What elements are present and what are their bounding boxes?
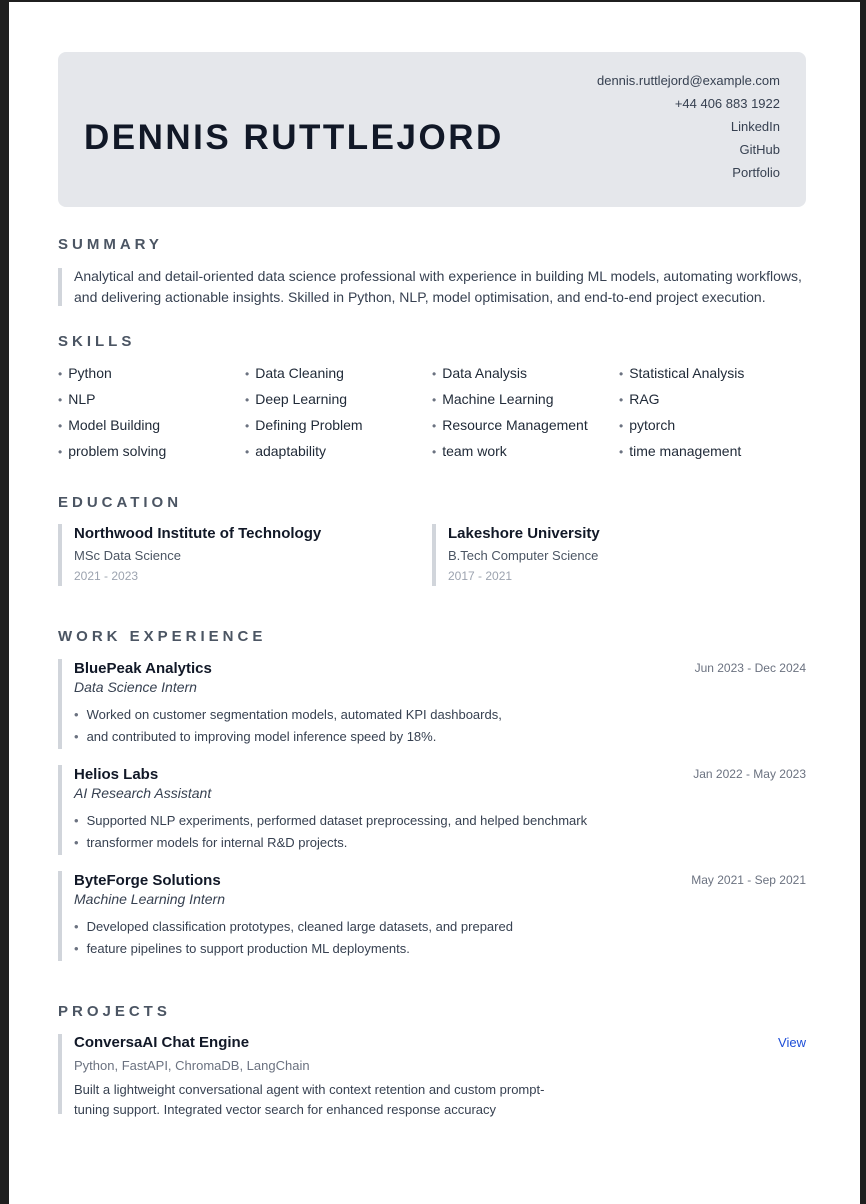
education-entry <box>448 524 748 586</box>
job-dates: Jan 2022 - May 2023 <box>693 767 806 781</box>
skills-grid <box>58 363 806 461</box>
skill-item: • adaptability <box>245 441 432 461</box>
skill-item: • Deep Learning <box>245 389 432 409</box>
job-company: ByteForge Solutions <box>74 872 221 889</box>
summary-heading: SUMMARY <box>58 236 163 253</box>
job-entry <box>58 766 806 856</box>
resume-header <box>58 52 806 207</box>
job-role: Machine Learning Intern <box>74 891 225 907</box>
skill-item: • Machine Learning <box>432 389 619 409</box>
skill-item: • Python <box>58 363 245 383</box>
job-entry <box>58 660 806 750</box>
skill-item: • Model Building <box>58 415 245 435</box>
degree: B.Tech Computer Science <box>448 548 599 563</box>
degree: MSc Data Science <box>74 548 181 563</box>
resume-page <box>9 2 860 1204</box>
education-years: 2017 - 2021 <box>448 569 513 583</box>
linkedin-link[interactable]: LinkedIn <box>730 119 780 134</box>
summary-text: Analytical and detail-oriented data science professional with experience in building ML models, automating workflows, and delivering actionable insights. Skilled in Python, NLP, model optimisation, and end-to-end project execution. <box>74 268 802 305</box>
education-heading: EDUCATION <box>58 494 183 511</box>
skill-item: • Defining Problem <box>245 415 432 435</box>
job-bullet: • Supported NLP experiments, performed dataset preprocessing, and helped benchmark <box>74 810 587 832</box>
job-dates: Jun 2023 - Dec 2024 <box>694 661 806 675</box>
job-bullet: • Developed classification prototypes, cleaned large datasets, and prepared <box>74 916 513 938</box>
job-bullet: • transformer models for internal R&D projects. <box>74 832 587 854</box>
contact-info <box>597 73 780 188</box>
skill-item: • NLP <box>58 389 245 409</box>
summary-accent-bar <box>58 268 62 306</box>
project-description: Built a lightweight conversational agent with context retention and custom prompt-tuning support. Integrated vector search for enhanced response accuracy <box>74 1082 545 1117</box>
project-tech-stack: Python, FastAPI, ChromaDB, LangChain <box>74 1058 310 1073</box>
email-link[interactable]: dennis.ruttlejord@example.com <box>596 73 780 88</box>
education-accent-bar <box>58 524 62 586</box>
project-accent-bar <box>58 1034 62 1114</box>
skill-item: • Data Cleaning <box>245 363 432 383</box>
experience-heading: WORK EXPERIENCE <box>58 628 267 645</box>
skill-item: • Data Analysis <box>432 363 619 383</box>
skill-item: • problem solving <box>58 441 245 461</box>
institution-name: Lakeshore University <box>448 525 600 542</box>
projects-heading: PROJECTS <box>58 1003 171 1020</box>
education-accent-bar <box>432 524 436 586</box>
skills-heading: SKILLS <box>58 333 136 350</box>
job-bullet: • feature pipelines to support production ML deployments. <box>74 938 513 960</box>
portfolio-link[interactable]: Portfolio <box>732 165 780 180</box>
job-entry <box>58 872 806 962</box>
project-name: ConversaAI Chat Engine <box>74 1034 250 1051</box>
job-dates: May 2021 - Sep 2021 <box>691 873 806 887</box>
education-entry <box>74 524 374 586</box>
github-link[interactable]: GitHub <box>739 142 780 157</box>
job-bullets <box>74 810 587 854</box>
project-view-link[interactable]: View <box>778 1035 806 1050</box>
phone-number: +44 406 883 1922 <box>674 96 780 111</box>
job-role: AI Research Assistant <box>74 785 212 801</box>
institution-name: Northwood Institute of Technology <box>74 525 322 542</box>
job-bullet: • and contributed to improving model inference speed by 18%. <box>74 726 502 748</box>
job-bullet: • Worked on customer segmentation models, automated KPI dashboards, <box>74 704 502 726</box>
skill-item: • Statistical Analysis <box>619 363 806 383</box>
skill-item: • team work <box>432 441 619 461</box>
skill-item: • RAG <box>619 389 806 409</box>
job-role: Data Science Intern <box>74 679 197 695</box>
job-bullets <box>74 704 502 748</box>
job-company: Helios Labs <box>74 766 159 783</box>
skill-item: • Resource Management <box>432 415 619 435</box>
job-company: BluePeak Analytics <box>74 660 212 677</box>
education-years: 2021 - 2023 <box>74 569 139 583</box>
candidate-name: DENNIS RUTTLEJORD <box>84 118 504 157</box>
skill-item: • time management <box>619 441 806 461</box>
skill-item: • pytorch <box>619 415 806 435</box>
job-bullets <box>74 916 513 960</box>
